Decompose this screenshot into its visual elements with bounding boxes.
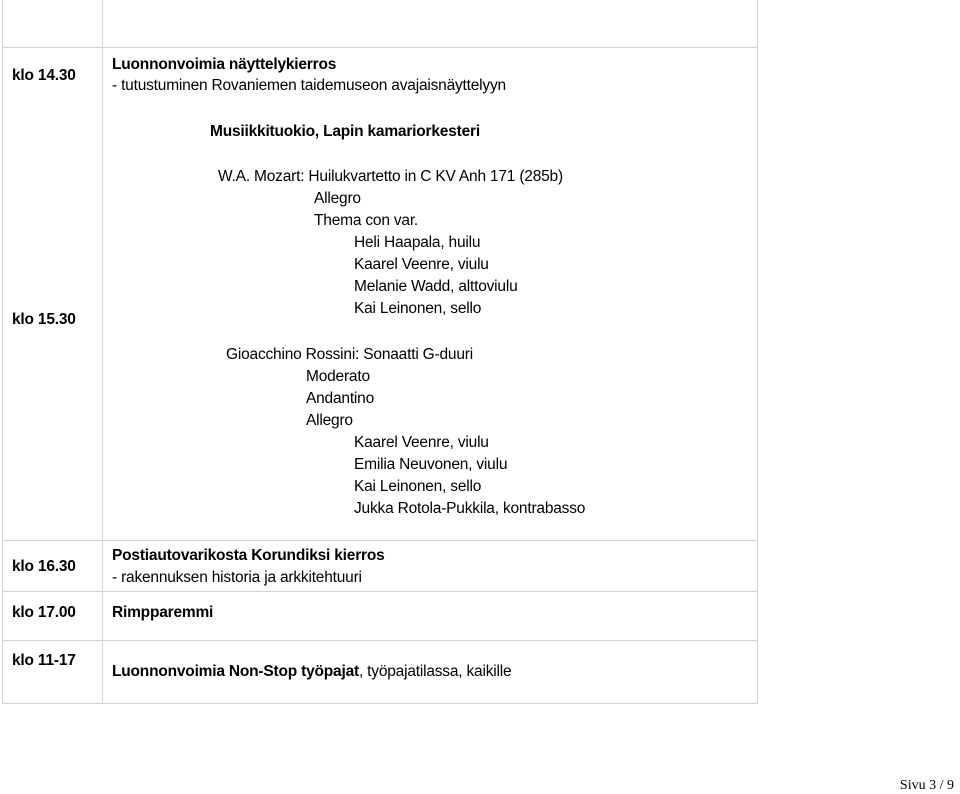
table-row-divider bbox=[2, 47, 758, 48]
table-border-left bbox=[2, 0, 3, 704]
page-label: Sivu bbox=[899, 778, 926, 793]
table-row-divider bbox=[2, 591, 758, 592]
event-title: Rimpparemmi bbox=[112, 604, 214, 621]
time-cell: klo 15.30 bbox=[12, 311, 76, 328]
event-title-rest: , työpajatilassa, kaikille bbox=[358, 663, 512, 680]
event-subtitle: - tutustuminen Rovaniemen taidemuseon avajaisnäyttelyyn bbox=[112, 77, 506, 94]
page-footer bbox=[900, 778, 954, 794]
table-column-divider bbox=[102, 0, 103, 704]
performer: Jukka Rotola-Pukkila, kontrabasso bbox=[354, 500, 586, 517]
time-cell: klo 17.00 bbox=[12, 604, 76, 621]
performer: Kai Leinonen, sello bbox=[354, 478, 482, 495]
page-total: 9 bbox=[947, 778, 954, 793]
performer: Kaarel Veenre, viulu bbox=[354, 434, 489, 451]
table-row-divider bbox=[2, 640, 758, 641]
event-venue: Musiikkituokio, Lapin kamariorkesteri bbox=[210, 123, 480, 140]
event-subtitle: - rakennuksen historia ja arkkitehtuuri bbox=[112, 569, 362, 586]
piece-title: W.A. Mozart: Huilukvartetto in C KV Anh 171 (285b) bbox=[218, 168, 563, 185]
performer: Kai Leinonen, sello bbox=[354, 300, 482, 317]
movement: Allegro bbox=[306, 412, 353, 429]
page-separator: / bbox=[939, 778, 944, 793]
piece-title: Gioacchino Rossini: Sonaatti G-duuri bbox=[226, 346, 473, 363]
time-cell: klo 11-17 bbox=[12, 652, 76, 669]
movement: Moderato bbox=[306, 368, 370, 385]
table-border-bottom bbox=[2, 703, 758, 704]
table-border-right bbox=[757, 0, 758, 704]
event-title-bold: Luonnonvoimia Non-Stop työpajat bbox=[112, 663, 359, 680]
event-title bbox=[112, 662, 511, 682]
performer: Heli Haapala, huilu bbox=[354, 234, 481, 251]
event-title: Postiautovarikosta Korundiksi kierros bbox=[112, 547, 385, 564]
performer: Kaarel Veenre, viulu bbox=[354, 256, 489, 273]
movement: Andantino bbox=[306, 390, 375, 407]
movement: Thema con var. bbox=[314, 212, 419, 229]
performer: Melanie Wadd, alttoviulu bbox=[354, 278, 518, 295]
table-row-divider bbox=[2, 540, 758, 541]
movement: Allegro bbox=[314, 190, 361, 207]
page-number: 3 bbox=[929, 778, 937, 793]
performer: Emilia Neuvonen, viulu bbox=[354, 456, 508, 473]
event-title: Luonnonvoimia näyttelykierros bbox=[112, 56, 337, 73]
time-cell: klo 16.30 bbox=[12, 558, 76, 575]
time-cell: klo 14.30 bbox=[12, 67, 76, 84]
